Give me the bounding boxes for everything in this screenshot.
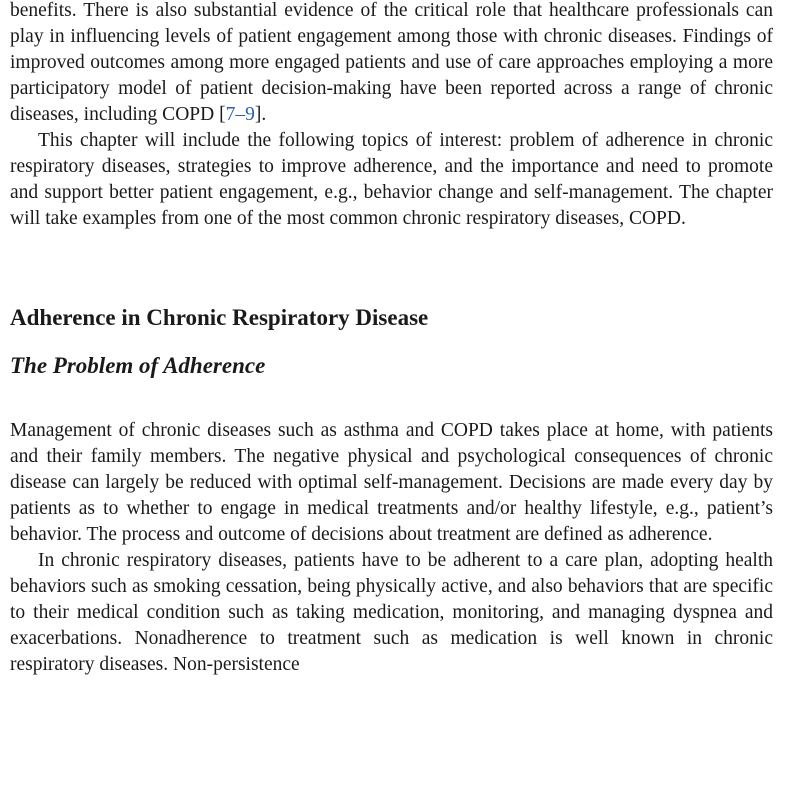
body-paragraph-management: Management of chronic diseases such as asthma and COPD takes place at home, with patients and their family members. The negative physical and psychological consequences of chronic disease can largely be reduced with optimal self-management. Decisions are made every day by patients as to whether to engage in medical treatments and/or healthy lifestyle, e.g., patient’s behavior. The process and outcome of decisions about treatment are defined as adherence. <box>10 420 773 545</box>
paragraph-text: benefits. There is also substantial evidence of the critical role that healthcare professionals can play in influencing levels of patient engagement among those with chronic diseases. Findings of improved outcomes among more engaged patients and use of care approaches employing a more participatory model of patient decision-making have been reported across a range of chronic diseases, including COPD [ <box>10 0 773 125</box>
subsection-heading: The Problem of Adherence <box>10 353 266 378</box>
section-heading: Adherence in Chronic Respiratory Disease <box>10 305 429 330</box>
body-paragraph-chapter-topics: This chapter will include the following topics of interest: problem of adherence in chronic respiratory diseases, strategies to improve adherence, and the importance and need to promote and support better patient engagement, e.g., behavior change and self-management. The chapter will take examples from one of the most common chronic respiratory diseases, COPD. <box>10 130 773 229</box>
paragraph-text-end: ]. <box>254 104 267 125</box>
body-paragraph-respiratory-adherence: In chronic respiratory diseases, patients have to be adherent to a care plan, adopting health behaviors such as smoking cessation, being physically active, and also behaviors that are specific to their medical condition such as taking medication, monitoring, and managing dyspnea and exacerbations. Nonadherence to treatment such as medication is well known in chronic respiratory diseases. Non-persistence <box>10 550 773 675</box>
body-paragraph-engagement-evidence <box>10 0 773 128</box>
citation-link[interactable]: 7–9 <box>225 104 255 125</box>
document-page <box>10 0 773 678</box>
